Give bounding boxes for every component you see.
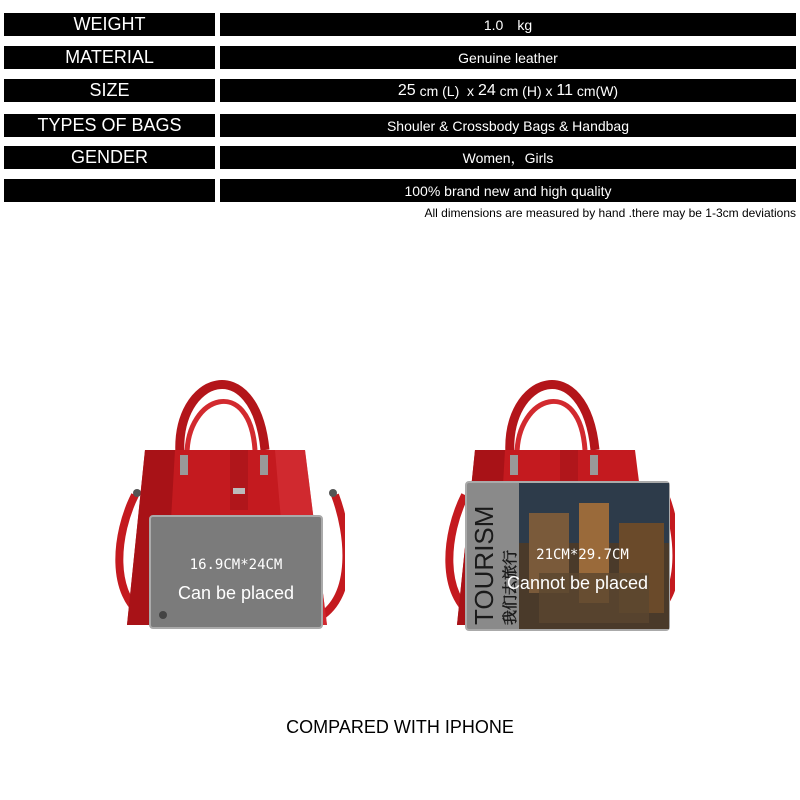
tablet-dimensions: 16.9CM*24CM: [189, 557, 283, 573]
spec-row-size: [4, 79, 796, 102]
magazine-subtitle: 我们去旅行: [502, 549, 519, 625]
spec-row-quality: [4, 179, 796, 202]
spec-row-weight: [4, 13, 796, 36]
tablet-image: [149, 515, 323, 629]
size-width: 11: [556, 81, 573, 99]
size-height: 24: [477, 81, 496, 99]
size-length: 25: [397, 81, 416, 99]
comparison-caption: COMPARED WITH IPHONE: [286, 717, 514, 737]
magazine-image: [465, 481, 670, 631]
spec-value: Genuine leather: [220, 46, 796, 69]
spec-label: MATERIAL: [4, 46, 215, 69]
magazine-dimensions: 21CM*29.7CM: [536, 547, 629, 563]
spec-row-gender: [4, 146, 796, 169]
spec-row-types: [4, 114, 796, 137]
spec-label: GENDER: [4, 146, 215, 169]
spec-value: [220, 79, 796, 102]
spec-label: TYPES OF BAGS: [4, 114, 215, 137]
spec-label: [4, 179, 215, 202]
spec-label: SIZE: [4, 79, 215, 102]
spec-label: WEIGHT: [4, 13, 215, 36]
bag-comparison-left: [105, 355, 345, 645]
spec-value: 1.0 kg: [220, 13, 796, 36]
size-unit: cm (L) x: [415, 82, 478, 99]
measurement-note: All dimensions are measured by hand .there may be 1-3cm deviations: [424, 206, 796, 220]
spec-value: 100% brand new and high quality: [220, 179, 796, 202]
tablet-verdict: Can be placed: [177, 583, 295, 603]
magazine-title: TOURISM: [469, 505, 499, 625]
spec-value: Shouler & Crossbody Bags & Handbag: [220, 114, 796, 137]
size-unit: cm (H) x: [495, 82, 557, 99]
magazine-verdict: Cannot be placed: [506, 573, 649, 593]
bag-comparison-right: [435, 355, 675, 645]
spec-row-material: [4, 46, 796, 69]
spec-value: Women，Girls: [220, 146, 796, 169]
tablet-camera-icon: [159, 611, 167, 619]
size-unit: cm(W): [573, 82, 619, 99]
